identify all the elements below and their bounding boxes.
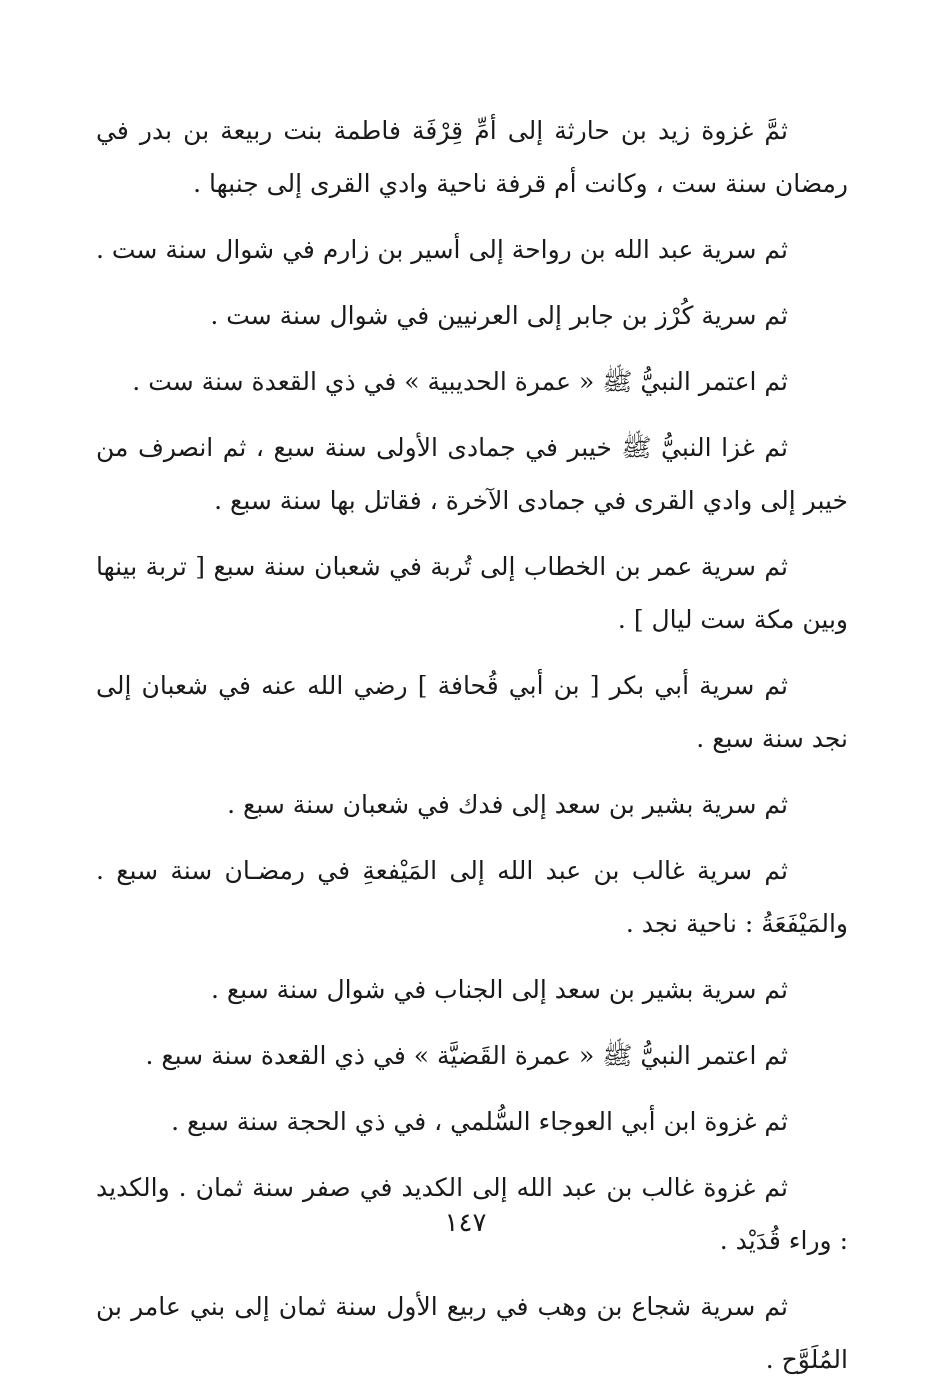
paragraph-7: ثم سرية أبي بكر [ بن أبي قُحافة ] رضي الله عنه في شعبان إلى نجد سنة سبع . <box>96 671 848 753</box>
paragraph-2: ثم سرية عبد الله بن رواحة إلى أسير بن زارم في شوال سنة ست . <box>95 235 788 264</box>
paragraph-3: ثم سرية كُرْز بن جابر إلى العرنيين في شوال سنة ست . <box>210 301 788 330</box>
paragraph-11: ثم اعتمر النبيُّ ﷺ « عمرة القَضيَّة » في ذي القعدة سنة سبع . <box>145 1041 788 1070</box>
paragraph-4: ثم اعتمر النبيُّ ﷺ « عمرة الحديبية » في ذي القعدة سنة ست . <box>132 367 788 396</box>
paragraph-14: ثم سرية شجاع بن وهب في ربيع الأول سنة ثمان إلى بني عامر بن المُلَوَّح . <box>96 1292 848 1374</box>
paragraph-10: ثم سرية بشير بن سعد إلى الجناب في شوال سنة سبع . <box>210 975 788 1004</box>
body-text <box>96 104 848 1399</box>
paragraph-1: ثمَّ غزوة زيد بن حارثة إلى أمِّ قِرْفَة فاطمة بنت ربيعة بن بدر في رمضان سنة ست ، وكانت أم قرفة ناحية وادي القرى إلى جنبها . <box>96 116 848 198</box>
paragraph-9: ثم سرية غالب بن عبد الله إلى المَيْفعةِ في رمضـان سنة سبع . والمَيْفَعَةُ : ناحية نجد . <box>96 856 848 938</box>
page-number: ١٤٧ <box>444 1208 487 1238</box>
paragraph-13: ثم غزوة غالب بن عبد الله إلى الكديد في صفر سنة ثمان . والكديد : وراء قُدَيْد . <box>96 1173 848 1255</box>
paragraph-12: ثم غزوة ابن أبي العوجاء السُّلمي ، في ذي الحجة سنة سبع . <box>171 1107 788 1136</box>
paragraph-5: ثم غزا النبيُّ ﷺ خيبر في جمادى الأولى سنة سبع ، ثم انصرف من خيبر إلى وادي القرى في جمادى الآخرة ، فقاتل بها سنة سبع . <box>96 433 848 515</box>
paragraph-6: ثم سرية عمر بن الخطاب إلى تُربة في شعبان سنة سبع [ تربة بينها وبين مكة ست ليال ] . <box>96 552 848 634</box>
paragraph-8: ثم سرية بشير بن سعد إلى فدك في شعبان سنة سبع . <box>227 790 788 819</box>
